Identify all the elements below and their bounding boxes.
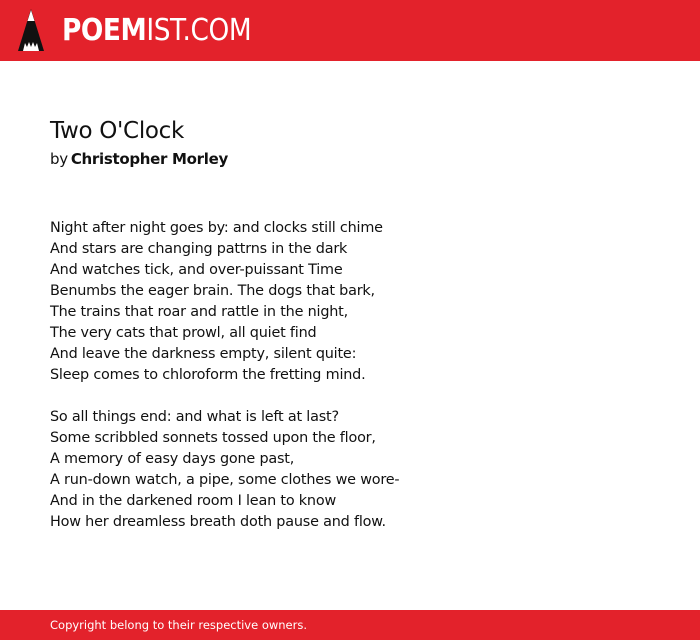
poem-header: [50, 116, 228, 169]
pencil-tip-icon[interactable]: [18, 9, 44, 51]
stanza-2: [50, 407, 399, 533]
poem-title: Two O'Clock: [50, 118, 185, 144]
poem-line: Sleep comes to chloroform the fretting mind.: [50, 367, 366, 383]
poem-line: And in the darkened room I lean to know: [50, 493, 337, 509]
stanza-1: [50, 218, 399, 386]
poem-body: [50, 218, 399, 554]
poem-line: How her dreamless breath doth pause and flow.: [50, 514, 386, 530]
brand-bold-text: POEM: [62, 13, 147, 48]
byline-prefix: by: [50, 150, 68, 168]
author-name: Christopher Morley: [70, 150, 228, 168]
byline: [50, 149, 228, 169]
poem-line: A run-down watch, a pipe, some clothes we wore-: [50, 472, 400, 488]
site-footer: [0, 610, 700, 640]
poem-line: The very cats that prowl, all quiet find: [50, 325, 317, 341]
site-logo-link[interactable]: [62, 13, 251, 49]
poem-line: Benumbs the eager brain. The dogs that bark,: [50, 283, 375, 299]
poem-line: And leave the darkness empty, silent quite:: [50, 346, 357, 362]
poem-line: Night after night goes by: and clocks still chime: [50, 220, 383, 236]
poem-line: The trains that roar and rattle in the night,: [50, 304, 348, 320]
poem-line: Some scribbled sonnets tossed upon the floor,: [50, 430, 376, 446]
poem-line: So all things end: and what is left at last?: [50, 409, 339, 425]
brand-light-text: IST.COM: [146, 13, 252, 48]
copyright-notice: Copyright belong to their respective owners.: [50, 618, 308, 632]
poem-line: And watches tick, and over-puissant Time: [50, 262, 343, 278]
poem-line: A memory of easy days gone past,: [50, 451, 295, 467]
poem-line: And stars are changing pattrns in the dark: [50, 241, 348, 257]
site-header: [0, 0, 700, 61]
